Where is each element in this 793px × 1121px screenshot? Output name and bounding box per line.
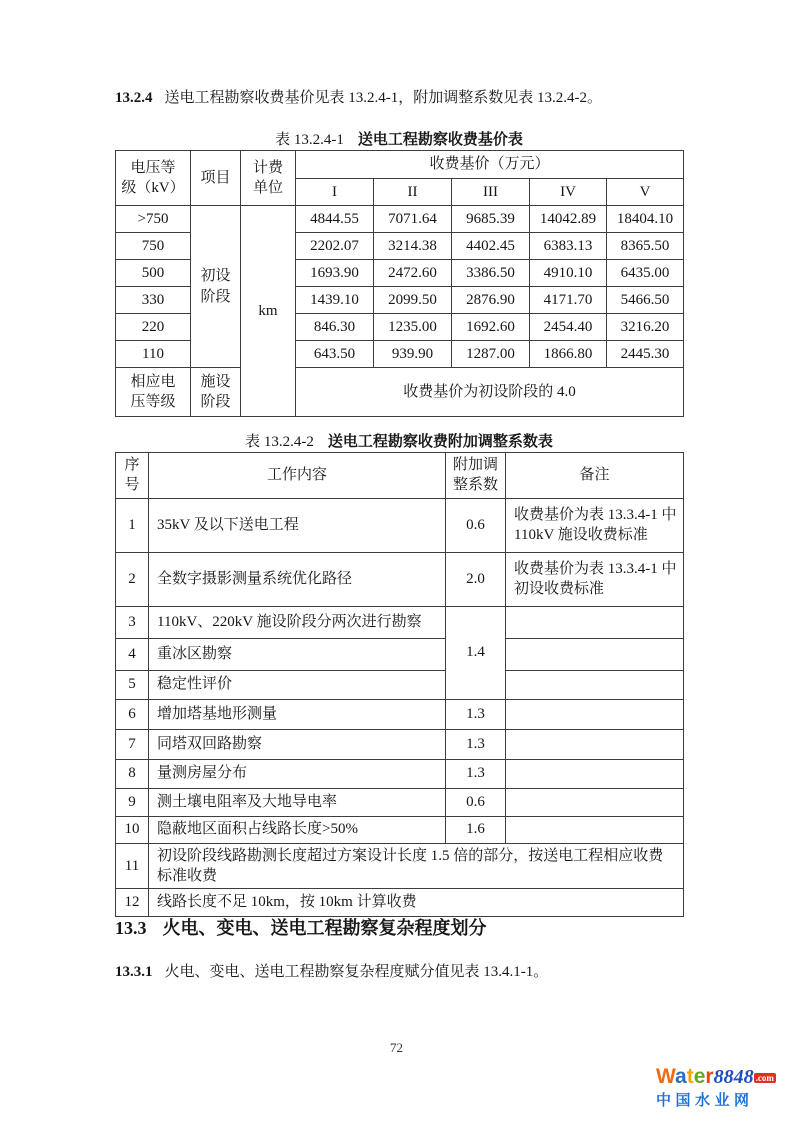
header-grade-4: IV [530,179,607,206]
coef-cell: 1.3 [446,729,506,759]
coef-cell: 2.0 [446,552,506,606]
price-cell: 643.50 [296,341,374,368]
table-row [116,729,684,759]
content-cell: 隐蔽地区面积占线路长度>50% [149,816,446,843]
content-cell: 量测房屋分布 [149,759,446,788]
no-cell: 9 [116,788,149,816]
remark-cell [506,759,684,788]
price-cell: 939.90 [374,341,452,368]
stage-construction-cell: 施设 阶段 [191,368,241,417]
table-row [116,606,684,638]
voltage-cell: 相应电 压等级 [116,368,191,417]
section-13-3-title: 火电、变电、送电工程勘察复杂程度划分 [162,918,487,938]
page-number: 72 [390,1040,403,1055]
paragraph-13-2-4-text: 送电工程勘察收费基价见表 13.2.4-1，附加调整系数见表 13.2.4-2。 [164,90,602,106]
table2-title-name: 送电工程勘察收费附加调整系数表 [327,433,553,450]
logo-letter: r [705,1065,714,1088]
header-remark: 备注 [506,453,684,499]
section-13-3-label: 13.3 [115,918,147,938]
price-cell: 7071.64 [374,206,452,233]
price-cell: 4844.55 [296,206,374,233]
remark-cell [506,788,684,816]
content-cell: 全数字摄影测量系统优化路径 [149,552,446,606]
header-coefficient: 附加调 整系数 [446,453,506,499]
content-cell: 线路长度不足 10km，按 10km 计算收费 [149,889,684,917]
logo-wordmark [656,1066,790,1087]
price-cell: 2202.07 [296,233,374,260]
price-cell: 14042.89 [530,206,607,233]
content-cell: 增加塔基地形测量 [149,699,446,729]
paragraph-13-3-1-text: 火电、变电、送电工程勘察复杂程度赋分值见表 13.4.1-1。 [164,964,549,980]
table2-title-label: 表 13.2.4-2 [245,434,314,450]
content-cell: 110kV、220kV 施设阶段分两次进行勘察 [149,606,446,638]
header-price-group: 收费基价（万元） [296,151,684,179]
no-cell: 3 [116,606,149,638]
price-cell: 2099.50 [374,287,452,314]
content-cell: 稳定性评价 [149,670,446,699]
price-cell: 1866.80 [530,341,607,368]
no-cell: 7 [116,729,149,759]
header-grade-1: I [296,179,374,206]
table-row [116,843,684,889]
header-grade-3: III [452,179,530,206]
price-cell: 1692.60 [452,314,530,341]
water8848-logo [656,1066,790,1110]
table-row [116,552,684,606]
logo-number: 8848 [713,1066,754,1088]
remark-cell [506,729,684,759]
stage-initial-cell: 初设 阶段 [191,206,241,368]
price-cell: 4402.45 [452,233,530,260]
paragraph-13-2-4-label: 13.2.4 [115,90,153,106]
price-cell: 8365.50 [607,233,684,260]
table-row [116,889,684,917]
price-cell: 1287.00 [452,341,530,368]
price-cell: 3214.38 [374,233,452,260]
logo-letter: e [693,1065,706,1088]
price-cell: 18404.10 [607,206,684,233]
header-voltage: 电压等 级（kV） [116,151,191,206]
price-cell: 2472.60 [374,260,452,287]
table-row [116,670,684,699]
logo-letter: t [686,1065,694,1088]
content-cell: 初设阶段线路勘测长度超过方案设计长度 1.5 倍的部分，按送电工程相应收费标准收费 [149,843,684,889]
price-cell: 2454.40 [530,314,607,341]
price-cell: 6383.13 [530,233,607,260]
table1-title-name: 送电工程勘察收费基价表 [357,131,523,148]
no-cell: 5 [116,670,149,699]
price-cell: 1235.00 [374,314,452,341]
price-cell: 3216.20 [607,314,684,341]
header-unit: 计费 单位 [241,151,296,206]
table2-title [115,430,683,451]
coef-cell: 0.6 [446,788,506,816]
table-row [116,699,684,729]
no-cell: 4 [116,638,149,670]
table-row [116,498,684,552]
voltage-cell: 220 [116,314,191,341]
remark-cell: 收费基价为表 13.3.4-1 中 110kV 施设收费标准 [506,498,684,552]
header-no: 序 号 [116,453,149,499]
logo-chinese-name: 中国水业网 [656,1092,754,1109]
header-grade-2: II [374,179,452,206]
remark-cell [506,638,684,670]
voltage-cell: >750 [116,206,191,233]
logo-domain-badge: .com [755,1073,774,1083]
table1-wrap [115,150,683,417]
paragraph-13-3-1-label: 13.3.1 [115,964,153,980]
base-price-table [115,150,684,417]
remark-cell [506,670,684,699]
paragraph-13-2-4 [115,88,683,110]
paragraph-13-3-1 [115,962,683,984]
table-row [116,788,684,816]
table2-wrap [115,452,683,917]
table-row [116,759,684,788]
logo-letter: a [675,1065,687,1088]
table1-title-label: 表 13.2.4-1 [275,132,344,148]
coef-cell: 0.6 [446,498,506,552]
table-row [116,368,684,417]
section-heading-13-3 [115,914,683,940]
content-cell: 重冰区勘察 [149,638,446,670]
price-cell: 2445.30 [607,341,684,368]
adjustment-coefficient-table [115,452,684,917]
price-cell: 1439.10 [296,287,374,314]
remark-cell [506,699,684,729]
header-content: 工作内容 [149,453,446,499]
coef-cell: 1.4 [446,606,506,699]
header-project: 项目 [191,151,241,206]
no-cell: 12 [116,889,149,917]
no-cell: 11 [116,843,149,889]
no-cell: 1 [116,498,149,552]
coef-cell: 1.3 [446,759,506,788]
price-cell: 2876.90 [452,287,530,314]
price-cell: 4171.70 [530,287,607,314]
no-cell: 2 [116,552,149,606]
table-row [116,816,684,843]
price-cell: 5466.50 [607,287,684,314]
logo-letter: W [656,1065,676,1088]
coef-cell: 1.6 [446,816,506,843]
price-cell: 1693.90 [296,260,374,287]
header-grade-5: V [607,179,684,206]
price-cell: 846.30 [296,314,374,341]
voltage-cell: 110 [116,341,191,368]
price-cell: 6435.00 [607,260,684,287]
price-cell: 4910.10 [530,260,607,287]
voltage-cell: 750 [116,233,191,260]
price-cell: 9685.39 [452,206,530,233]
voltage-cell: 330 [116,287,191,314]
table1-title [115,128,683,149]
voltage-cell: 500 [116,260,191,287]
table-row [116,638,684,670]
table-row [116,206,684,233]
price-cell: 3386.50 [452,260,530,287]
content-cell: 35kV 及以下送电工程 [149,498,446,552]
coef-cell: 1.3 [446,699,506,729]
remark-cell [506,816,684,843]
no-cell: 10 [116,816,149,843]
content-cell: 同塔双回路勘察 [149,729,446,759]
unit-cell: km [241,206,296,417]
remark-cell [506,606,684,638]
footer-note-cell: 收费基价为初设阶段的 4.0 [296,368,684,417]
content-cell: 测土壤电阻率及大地导电率 [149,788,446,816]
remark-cell: 收费基价为表 13.3.4-1 中初设收费标准 [506,552,684,606]
no-cell: 6 [116,699,149,729]
no-cell: 8 [116,759,149,788]
